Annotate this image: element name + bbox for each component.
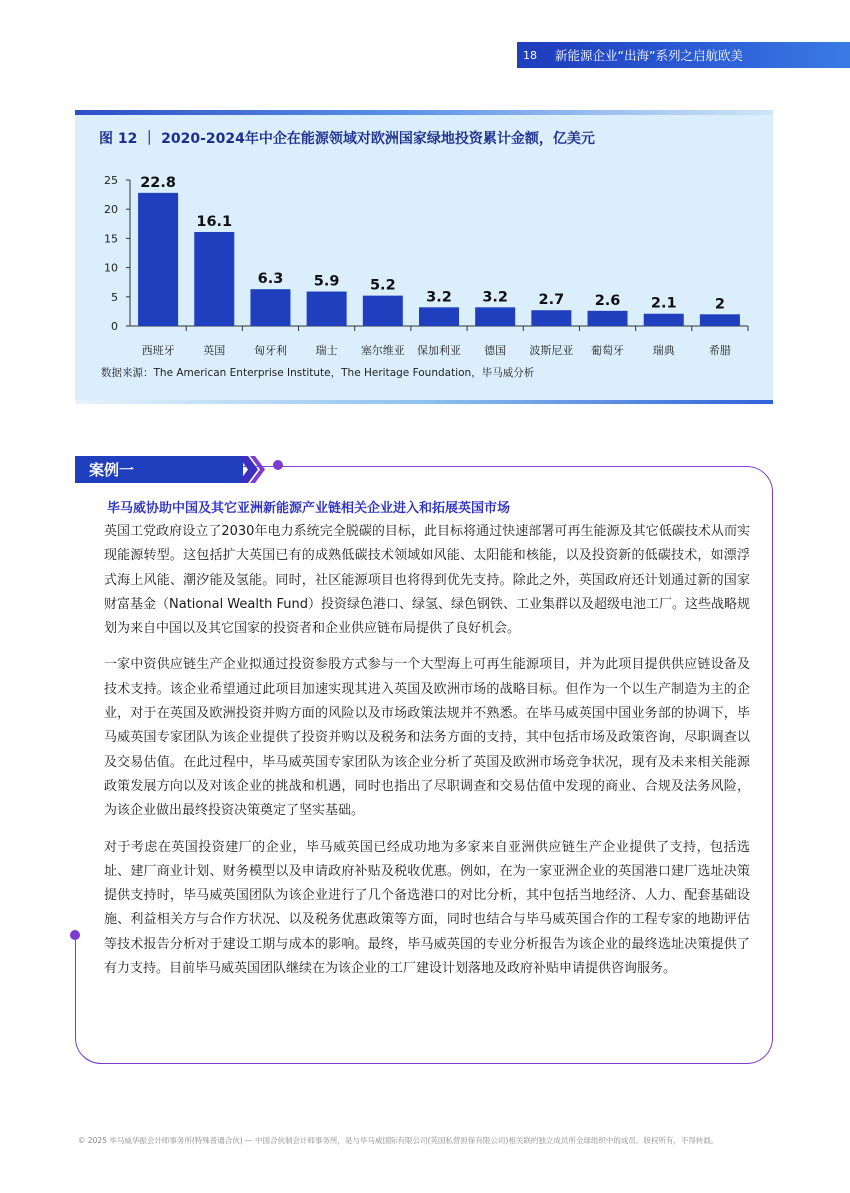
bar xyxy=(475,307,515,326)
y-tick-label: 5 xyxy=(111,290,118,304)
x-tick-label: 保加利亚 xyxy=(417,344,461,357)
frame-dot-top xyxy=(273,460,283,470)
x-tick-label: 瑞士 xyxy=(315,344,338,357)
x-tick-label: 德国 xyxy=(484,344,507,357)
bar xyxy=(531,310,571,326)
bar-value-label: 2.7 xyxy=(538,292,565,309)
bar-value-label: 2.1 xyxy=(650,295,677,312)
y-tick-label: 15 xyxy=(104,232,118,246)
x-tick-label: 塞尔维亚 xyxy=(360,344,405,357)
figure-panel xyxy=(75,110,773,400)
figure-title: 图 12 ｜ 2020-2024年中企在能源领域对欧洲国家绿地投资累计金额，亿美元 xyxy=(99,131,595,147)
x-tick-label: 匈牙利 xyxy=(253,344,287,357)
bar-value-label: 3.2 xyxy=(426,289,452,306)
bar xyxy=(250,289,290,326)
case-paragraph-2: 一家中资供应链生产企业拟通过投资参股方式参与一个大型海上可再生能源项目，并为此项目提供供应链设备及技术支持。该企业希望通过此项目加速实现其进入英国及欧洲市场的战略目标。但作为一个以生产制造为主的企业，对于在英国及欧洲投资并购方面的风险以及市场政策法规并不熟悉。在毕马威英国中国业务部的协调下，毕马威英国专家团队为该企业提供了投资并购以及税务和法务方面的支持，其中包括市场及政策咨询，尽职调查以及交易估值。在此过程中，毕马威英国专家团队为该企业分析了英国及欧洲市场竞争状况，现有及未来相关能源政策发展方向以及对该企业的挑战和机遇，同时也指出了尽职调查和交易估值中发现的商业、合规及法务风险，为该企业做出最终投资决策奠定了坚实基础。 xyxy=(104,657,750,819)
header-title-bar xyxy=(543,42,850,68)
case-tab xyxy=(75,456,243,483)
bar xyxy=(419,307,459,326)
bar xyxy=(194,232,234,326)
figure-source: 数据来源：The American Enterprise Institute，The Heritage Foundation，毕马威分析 xyxy=(101,367,535,379)
bar xyxy=(644,314,684,326)
case-body xyxy=(104,520,750,993)
bar-value-label: 2.6 xyxy=(594,292,621,309)
y-tick-label: 25 xyxy=(104,174,118,187)
x-tick-label: 希腊 xyxy=(708,344,731,357)
bar-chart xyxy=(75,110,773,360)
y-tick-label: 0 xyxy=(111,320,118,333)
case-title: 毕马威协助中国及其它亚洲新能源产业链相关企业进入和拓展英国市场 xyxy=(107,501,511,516)
y-tick-label: 20 xyxy=(104,203,118,217)
x-tick-label: 西班牙 xyxy=(141,344,175,357)
x-tick-label: 波斯尼亚 xyxy=(529,344,574,357)
x-tick-label: 英国 xyxy=(203,344,226,357)
bar-value-label: 2 xyxy=(714,296,725,313)
x-tick-label: 葡萄牙 xyxy=(591,344,625,357)
case-frame-left-corner xyxy=(75,935,101,1064)
header-title: 新能源企业“出海”系列之启航欧美 xyxy=(555,48,743,63)
case-tab-label: 案例一 xyxy=(89,461,135,479)
bar-value-label: 5.2 xyxy=(369,277,396,294)
bar xyxy=(363,296,403,326)
bar xyxy=(307,292,347,326)
case-paragraph-1: 英国工党政府设立了2030年电力系统完全脱碳的目标，此目标将通过快速部署可再生能源及其它低碳技术从而实现能源转型。这包括扩大英国已有的成熟低碳技术领域如风能、太阳能和核能，以及投资新的低碳技术，如漂浮式海上风能、潮汐能及氢能。同时，社区能源项目也将得到优先支持。除此之外，英国政府还计划通过新的国家财富基金（National Wealth Fund）投资绿色港口、绿氢、绿色钢铁、工业集群以及超级电池工厂。这些战略规划为来自中国以及其它国家的投资者和企业供应链布局提供了良好机会。 xyxy=(104,524,750,637)
bar xyxy=(700,314,740,326)
bar-value-label: 3.2 xyxy=(482,289,509,306)
figure-bottom-accent xyxy=(75,400,773,404)
frame-dot-left xyxy=(70,930,80,940)
chevron-right-icon xyxy=(238,456,268,483)
bar xyxy=(138,193,178,326)
page-number: 18 xyxy=(517,42,543,68)
x-tick-label: 瑞典 xyxy=(652,344,675,357)
bar-value-label: 16.1 xyxy=(196,213,233,230)
case-paragraph-3: 对于考虑在英国投资建厂的企业，毕马威英国已经成功地为多家来自亚洲供应链生产企业提供了支持，包括选址、建厂商业计划、财务模型以及申请政府补贴及税收优惠。例如，在为一家亚洲企业的英国港口建厂选址决策提供支持时，毕马威英国团队为该企业进行了几个备选港口的对比分析，其中包括当地经济、人力、配套基础设施、利益相关方与合作方状况、以及税务优惠政策等方面，同时也结合与毕马威英国合作的工程专家的地勘评估等技术报告分析对于建设工期与成本的影响。最终，毕马威英国的专业分析报告为该企业的最终选址决策提供了有力支持。目前毕马威英国团队继续在为该企业的工厂建设计划落地及政府补贴申请提供咨询服务。 xyxy=(104,839,750,977)
bar-value-label: 22.8 xyxy=(140,174,176,191)
bar-value-label: 5.9 xyxy=(313,273,340,290)
copyright-footer: © 2025 毕马威华振会计师事务所(特殊普通合伙) — 中国合伙制会计师事务所，是与毕马威国际有限公司(英国私营担保有限公司)相关联的独立成员所全球组织中的成员。版权所有，不得转载。 xyxy=(78,1136,719,1145)
bar xyxy=(588,311,628,326)
y-tick-label: 10 xyxy=(104,261,118,275)
bar-value-label: 6.3 xyxy=(257,271,284,288)
